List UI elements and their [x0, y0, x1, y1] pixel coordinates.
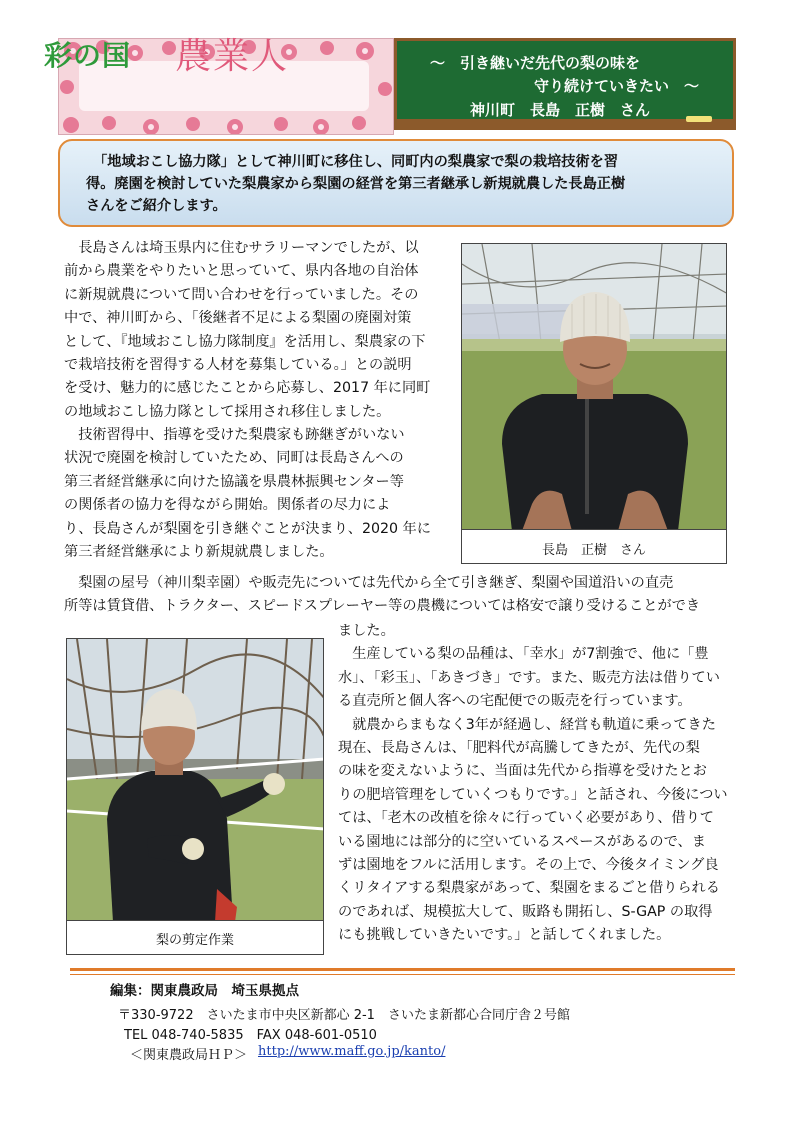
paragraph-line: 所等は賃貸借、トラクター、スピードスプレーヤー等の農機については格安で譲り受けることができ — [64, 598, 701, 615]
paragraph-line: いる園地には部分的に空いているスペースがあるので、ま — [338, 833, 706, 850]
paragraph-line: る直売所と個人客への宅配便での販売を行っています。 — [338, 693, 692, 710]
portrait-illustration — [462, 244, 727, 530]
footer-address: 〒330-9722 さいたま市中央区新都心 2-1 さいたま新都心合同庁舎２号館 — [118, 1008, 570, 1023]
paragraph-3-full — [64, 572, 700, 619]
paragraph-line: ずは園地をフルに活用します。その上で、今後タイミング良 — [338, 857, 719, 874]
paragraph-line: のであれば、規模拡大して、販路も開拓し、S-GAP の取得 — [338, 903, 713, 920]
paragraph-line: の味を変えないように、当面は先代から指導を受けたとお — [338, 763, 707, 780]
paragraph-line: ました。 — [338, 623, 395, 639]
paragraph-line: の関係者の協力を得ながら開始。関係者の尽力によ — [64, 497, 391, 514]
paragraph-line: にも挑戦していきたいです。」と話してくれました。 — [338, 927, 671, 944]
paragraph-line: 状況で廃園を検討していたため、同町は長島さんへの — [64, 450, 404, 467]
footer-hp-link[interactable]: http://www.maff.go.jp/kanto/ — [258, 1044, 446, 1059]
intro-text: 「地域おこし協力隊」として神川町に移住し、同町内の梨農家で梨の栽培技術を習 得。廃園を検討していた梨農家から梨園の経営を第三者継承し新規就農した長島正樹 さんをご紹介します。 — [86, 154, 626, 214]
pruning-illustration — [67, 639, 324, 921]
paragraph-line: に新規就農について問い合わせを行っていました。その — [64, 286, 419, 303]
board-headline-line1: ～ 引き継いだ先代の梨の味を — [430, 54, 641, 72]
footer-editor: 編集：関東農政局 埼玉県拠点 — [110, 983, 299, 999]
pruning-photo — [66, 638, 324, 921]
paragraph-line: 中で、神川町から、「後継者不足による梨園の廃園対策 — [64, 310, 412, 327]
pruning-caption: 梨の剪定作業 — [155, 933, 234, 948]
footer-divider — [70, 968, 735, 971]
paragraph-line: りの肥培管理をしていくつもりです。」と話され、今後につい — [338, 786, 728, 803]
paragraph-line: 長島さんは埼玉県内に住むサラリーマンでしたが、以 — [64, 240, 419, 256]
portrait-caption: 長島 正樹 さん — [541, 543, 646, 558]
paragraph-line: 生産している梨の品種は、「幸水」が7割強で、他に「豊 — [338, 646, 709, 663]
board-person-name: 神川町 長島 正樹 さん — [470, 101, 651, 119]
paragraph-3-right-column — [338, 620, 728, 948]
chalk-tray — [394, 122, 736, 130]
paragraph-line: の地域おこし協力隊として採用され移住しました。 — [64, 403, 391, 420]
paragraph-line: 技術習得中、指導を受けた梨農家も跡継ぎがいない — [64, 427, 405, 443]
paragraph-line: 現在、長島さんは、「肥料代が高騰してきたが、先代の梨 — [338, 740, 700, 757]
brand-name-sainokuni: 彩の国 — [44, 39, 132, 72]
paragraph-2 — [64, 424, 431, 564]
paragraph-line: 第三者経営継承により新規就農しました。 — [64, 544, 334, 561]
portrait-photo — [461, 243, 727, 530]
board-headline-line2: 守り続けていきたい ～ — [534, 77, 700, 95]
paragraph-line: 第三者経営継承に向けた協議を県農林振興センター等 — [64, 473, 404, 490]
paragraph-line: として、『地域おこし協力隊制度』を活用し、梨農家の下 — [64, 333, 426, 350]
footer-tel-fax: TEL 048-740-5835 FAX 048-601-0510 — [124, 1028, 377, 1043]
paragraph-line: を受け、魅力的に感じたことから応募し、2017 年に同町 — [64, 380, 431, 397]
footer-divider-thin — [70, 974, 735, 975]
paragraph-line: で栽培技術を習得する人材を募集している。」との説明 — [64, 357, 412, 374]
brand-name-nogyojin: 農業人 — [175, 36, 290, 77]
chalk-icon — [686, 116, 712, 122]
paragraph-line: 前から農業をやりたいと思っていて、県内各地の自治体 — [64, 263, 419, 280]
paragraph-line: 水」、「彩玉」、「あきづき」です。また、販売方法は借りてい — [338, 669, 720, 686]
paragraph-line: ては、「老木の改植を徐々に行っていく必要があり、借りて — [338, 810, 714, 827]
paragraph-line: 就農からまもなく3年が経過し、経営も軌道に乗ってきた — [338, 716, 716, 733]
paragraph-line: り、長島さんが梨園を引き継ぐことが決まり、2020 年に — [64, 520, 431, 537]
paragraph-1 — [64, 237, 430, 424]
footer-hp-label: ＜関東農政局ＨＰ＞ — [130, 1048, 248, 1063]
paragraph-line: くリタイアする梨農家があって、梨園をまるごと借りられる — [338, 880, 720, 897]
paragraph-line: 梨園の屋号（神川梨幸園）や販売先については先代から全て引き継ぎ、梨園や国道沿いの直売 — [64, 575, 674, 591]
